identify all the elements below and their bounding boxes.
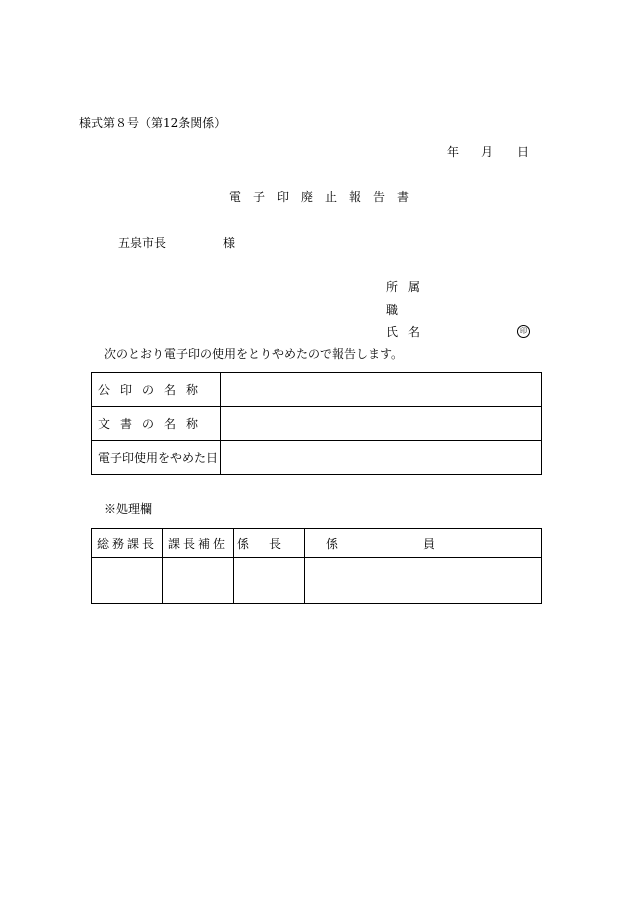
- name-label: 氏名: [386, 325, 431, 339]
- table-row: [92, 373, 542, 407]
- date-month-label: 月: [481, 145, 494, 159]
- date-day-label: 日: [517, 145, 530, 159]
- document-name-value[interactable]: [221, 407, 542, 441]
- col-general-affairs-chief: 総務課長: [92, 529, 163, 558]
- affiliation-label: 所属: [386, 280, 431, 294]
- post-label: 職: [386, 303, 409, 317]
- body-text: 次のとおり電子印の使用をとりやめたので報告します。: [104, 347, 404, 361]
- stamp-cell-section-chief[interactable]: [234, 558, 305, 604]
- seal-icon: 印: [517, 325, 530, 338]
- document-title: 電子印廃止報告書: [229, 190, 422, 204]
- processing-table: [91, 528, 542, 604]
- stamp-cell-deputy-chief[interactable]: [163, 558, 234, 604]
- addressee-name: 五泉市長: [118, 236, 167, 250]
- stop-date-label: 電子印使用をやめた日: [92, 441, 221, 475]
- table-row: [92, 529, 542, 558]
- document-name-label: 文書の名称: [92, 407, 221, 441]
- processing-label: ※処理欄: [104, 502, 153, 516]
- date-year-label: 年: [447, 145, 460, 159]
- stamp-cell-general-affairs-chief[interactable]: [92, 558, 163, 604]
- addressee-honorific: 様: [223, 236, 236, 250]
- col-deputy-chief: 課長補佐: [163, 529, 234, 558]
- stamp-cell-staff[interactable]: [305, 558, 542, 604]
- seal-name-value[interactable]: [221, 373, 542, 407]
- info-table: [91, 372, 542, 475]
- table-row: [92, 407, 542, 441]
- col-staff: 係員: [305, 529, 542, 558]
- table-row: [92, 441, 542, 475]
- table-row: [92, 558, 542, 604]
- form-number: 様式第８号（第12条関係）: [79, 116, 227, 130]
- stop-date-value[interactable]: [221, 441, 542, 475]
- col-section-chief: 係長: [234, 529, 305, 558]
- date-line: [447, 146, 529, 158]
- seal-name-label: 公印の名称: [92, 373, 221, 407]
